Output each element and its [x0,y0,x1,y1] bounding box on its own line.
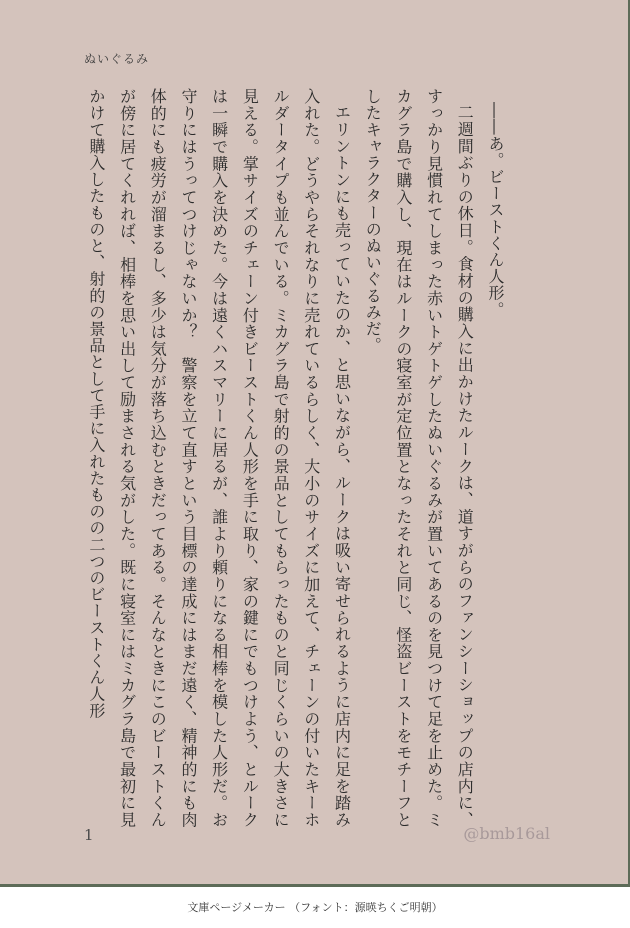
paragraph: エリントンにも売っていたのか、と思いながら、ルークは吸い寄せられるように店内に足を踏み入れた。どうやらそれなりに売れているらしく、大小のサイズに加えて、チェーンの付いたキーホルダータイプも並んでいる。ミカグラ島で射的の景品としてもらったものと同じくらいの大きさに見える。掌サイズのチェーン付きビーストくん人形を手に取り、家の鍵にでもつけよう、とルークは一瞬で購入を決めた。今は遠くハスマリーに居るが、誰より頼りになる相棒を模した人形だ。お守りにはうってつけじゃないか？ 警察を立て直すという目標の達成にはまだ遠く、精神的にも肉体的にも疲労が溜まるし、多少は気分が落ち込むときだってある。そんなときにこのビーストくんが傍に居てくれれば、相棒を思い出して励まされる気がした。既に寝室にはミカグラ島で最初に見かけて購入したものと、射的の景品として手に入れたものの二つのビーストくん人形 [86,88,352,828]
paragraph: 二週間ぶりの休日。食材の購入に出かけたルークは、道すがらのファンシーショップの店内に、すっかり見慣れてしまった赤いトゲトゲしたぬいぐるみが置いてあるのを見つけて足を止めた。ミカグラ島で購入し、現在はルークの寝室が定位置となったそれと同じ、怪盗ビーストをモチーフとしたキャラクターのぬいぐるみだ。 [363,88,475,828]
page-number: 1 [84,826,94,844]
footer-credit: 文庫ページメーカー （フォント：源暎ちくご明朝） [187,901,443,914]
author-handle: @bmb16al [463,824,550,843]
body-text [78,88,510,828]
paragraph: ――あ。ビーストくん人形。 [486,102,505,319]
page-bottom-border [0,884,630,887]
running-title: ぬいぐるみ [84,52,150,66]
